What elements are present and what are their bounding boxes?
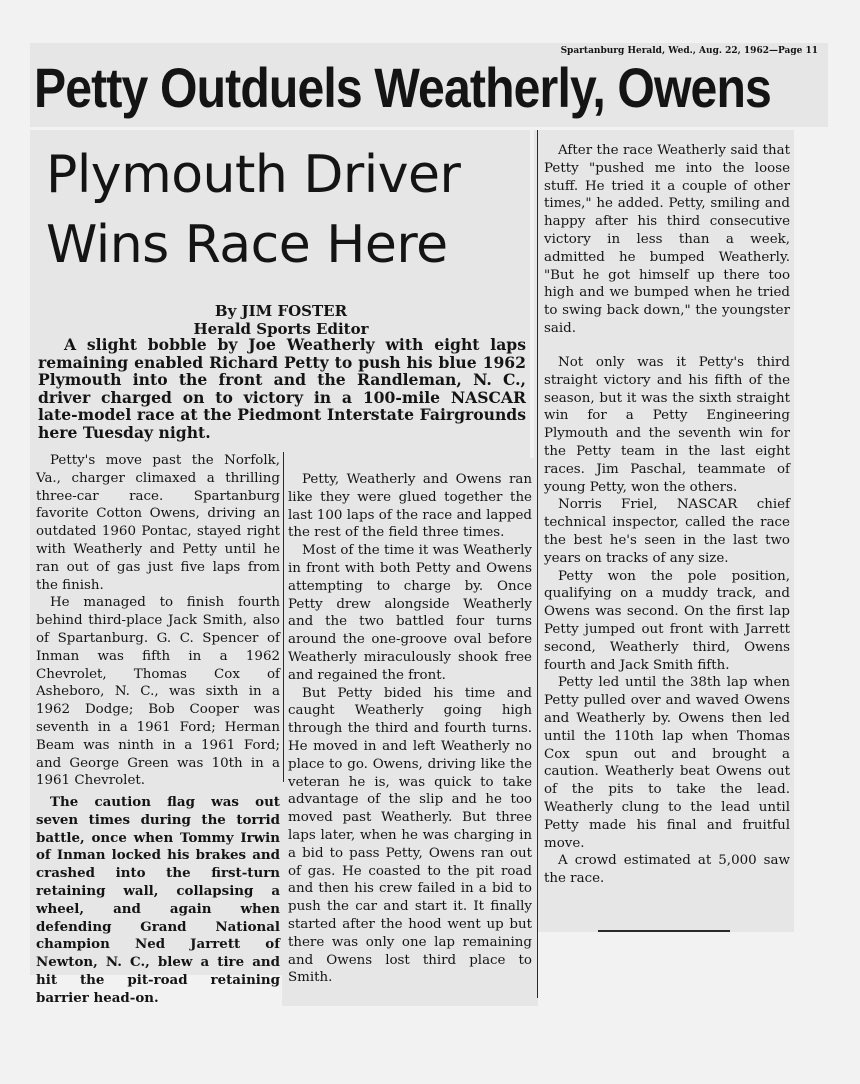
col2-paragraph-1: Petty, Weatherly and Owens ran like they were glued together the last 100 laps of the race and lapped the rest of the field three times. (288, 472, 532, 541)
column-1-bold (36, 794, 280, 1008)
dateline: Spartanburg Herald, Wed., Aug. 22, 1962—Page 11 (560, 46, 818, 56)
column-1 (36, 452, 280, 790)
col2-paragraph-3: But Petty bided his time and caught Weatherly going high through the third and fourth turns. He moved in and left Weatherly no place to go. Owens, driving like the veteran he is, was quick to take advantage of the slip and he too moved past Weatherly. But three laps later, when he was charging in a bid to pass Petty, Owens ran out of gas. He coasted to the pit road and then his crew failed in a bid to push the car and start it. It finally started after the hood went up but there was only one lap remaining and Owens lost third place to Smith. (288, 685, 532, 986)
col1-paragraph-1: Petty's move past the Norfolk, Va., charger climaxed a thrilling three-car race. Spartanburg favorite Cotton Owens, driving an outdated 1960 Pontac, stayed right with Weatherly and Petty until he ran out of gas just five laps from the finish. (36, 453, 280, 593)
col2-paragraph-2: Most of the time it was Weatherly in front with both Petty and Owens attempting to charge by. Once Petty drew alongside Weatherly and the two battled four turns around the one-groove oval before Weatherly miraculously shook free and regained the front. (288, 543, 532, 683)
col3-paragraph-2: Not only was it Petty's third straight victory and his fifth of the season, but it was the sixth straight win for a Petty Engineering Plymouth and the seventh win for the Petty team in the last eight races. Jim Paschal, teammate of young Petty, won the others. (544, 355, 790, 495)
col3-paragraph-3: Norris Friel, NASCAR chief technical inspector, called the race the best he's seen in the last two years on tracks of any size. (544, 497, 790, 566)
col1-paragraph-2: He managed to finish fourth behind third-place Jack Smith, also of Spartanburg. G. C. Spencer of Inman was fifth in a 1962 Chevrolet, Thomas Cox of Asheboro, N. C., was sixth in a 1962 Dodge; Bob Cooper was seventh in a 1961 Ford; Herman Beam was ninth in a 1961 Ford; and George Green was 10th in a 1961 Chevrolet. (36, 595, 280, 789)
byline-title: Herald Sports Editor (193, 320, 369, 338)
end-rule (598, 930, 730, 932)
column-rule-2 (537, 130, 538, 998)
col3-paragraph-5: Petty led until the 38th lap when Petty pulled over and waved Owens and Weatherly by. Owens then led until the 110th lap when Thomas Cox spun out and brought a caution. Weatherly beat Owens out of the pits to take the lead. Weatherly clung to the lead until Petty made his final and fruitful move. (544, 675, 790, 851)
col3-paragraph-1: After the race Weatherly said that Petty "pushed me into the loose stuff. He tried it a couple of other times," he added. Petty, smiling and happy after his third consecutive victory in less than a week, admitted he bumped Weatherly. "But he got himself up there too high and we bumped when he tried to swing back down," the youngster said. (544, 143, 790, 336)
column-2 (288, 471, 532, 987)
col3-paragraph-4: Petty won the pole position, qualifying on a muddy track, and Owens was second. On the first lap Petty jumped out front with Jarrett second, Weatherly third, Owens fourth and Jack Smith fifth. (544, 568, 790, 673)
byline-author: By JIM FOSTER (214, 302, 348, 320)
col3-paragraph-6: A crowd estimated at 5,000 saw the race. (544, 853, 790, 887)
col1-paragraph-3: The caution flag was out seven times during the torrid battle, once when Tommy Irwin of Inman locked his brakes and crashed into the first-turn retaining wall, collapsing a wheel, and again when defending Grand National champion Ned Jarrett of Newton, N. C., blew a tire and hit the pit-road retaining barrier head-on. (36, 794, 280, 1006)
main-headline (46, 140, 526, 280)
column-3-top (544, 142, 790, 338)
column-3-bottom (544, 354, 790, 888)
banner-headline: Petty Outduels Weatherly, Owens (34, 56, 771, 119)
headline-line-1: Plymouth Driver (46, 145, 461, 205)
column-rule-1 (283, 452, 284, 782)
lede-paragraph: A slight bobble by Joe Weatherly with eight laps remaining enabled Richard Petty to push his blue 1962 Plymouth into the front and the Randleman, N. C., driver charged on to victory in a 100-mile NASCAR late-model race at the Piedmont Interstate Fairgrounds here Tuesday night. (38, 335, 526, 442)
headline-line-2: Wins Race Here (46, 215, 448, 275)
